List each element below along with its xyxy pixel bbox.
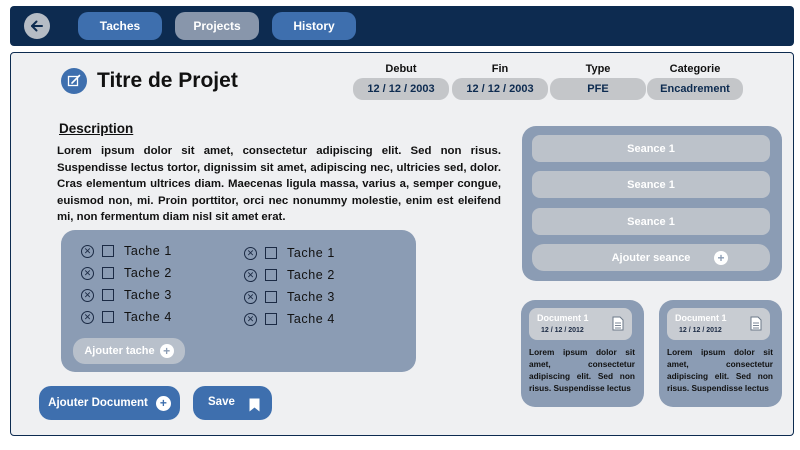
remove-task-icon[interactable]: ✕ — [81, 245, 94, 258]
tab-taches[interactable]: Taches — [78, 12, 162, 40]
page-title: Titre de Projet — [97, 69, 238, 92]
tab-projects[interactable]: Projects — [175, 12, 259, 40]
task-label: Tache 3 — [124, 288, 172, 302]
remove-task-icon[interactable]: ✕ — [244, 269, 257, 282]
task-label: Tache 1 — [124, 244, 172, 258]
task-column-right — [244, 242, 335, 330]
checkbox-icon[interactable] — [265, 313, 277, 325]
checkbox-icon[interactable] — [102, 245, 114, 257]
add-task-button[interactable] — [73, 338, 185, 364]
session-item[interactable]: Seance 1 — [532, 135, 770, 162]
file-icon — [750, 316, 762, 331]
categorie-label: Categorie — [669, 63, 721, 75]
meta-fin — [452, 63, 548, 100]
document-title: Document 1 — [537, 313, 589, 323]
debut-label: Debut — [385, 63, 417, 75]
add-task-label: Ajouter tache — [84, 345, 155, 357]
categorie-value[interactable]: Encadrement — [647, 78, 743, 100]
meta-categorie — [647, 63, 743, 100]
arrow-left-icon — [29, 18, 45, 34]
project-detail-panel — [10, 52, 794, 436]
add-session-label: Ajouter seance — [611, 251, 691, 264]
fin-value[interactable]: 12 / 12 / 2003 — [452, 78, 548, 100]
task-label: Tache 4 — [287, 312, 335, 326]
checkbox-icon[interactable] — [265, 269, 277, 281]
task-item — [81, 262, 172, 284]
task-item — [244, 264, 335, 286]
top-navbar — [10, 6, 794, 46]
fin-label: Fin — [491, 63, 509, 75]
description-heading: Description — [59, 121, 134, 136]
document-header — [667, 308, 770, 340]
task-column-left — [81, 240, 172, 328]
session-item[interactable]: Seance 1 — [532, 171, 770, 198]
checkbox-icon[interactable] — [265, 291, 277, 303]
tasks-panel — [61, 230, 416, 372]
task-label: Tache 4 — [124, 310, 172, 324]
type-label: Type — [585, 63, 611, 75]
tab-history[interactable]: History — [272, 12, 356, 40]
pencil-square-icon — [67, 74, 81, 88]
document-date: 12 / 12 / 2012 — [541, 327, 584, 334]
checkbox-icon[interactable] — [102, 267, 114, 279]
file-icon — [612, 316, 624, 331]
back-button[interactable] — [24, 13, 50, 39]
document-card[interactable] — [521, 300, 644, 407]
debut-value[interactable]: 12 / 12 / 2003 — [353, 78, 449, 100]
bookmark-icon — [249, 398, 260, 412]
plus-circle-icon: + — [714, 251, 728, 265]
session-item[interactable]: Seance 1 — [532, 208, 770, 235]
remove-task-icon[interactable]: ✕ — [81, 311, 94, 324]
remove-task-icon[interactable]: ✕ — [244, 313, 257, 326]
task-label: Tache 3 — [287, 290, 335, 304]
task-item — [81, 306, 172, 328]
plus-circle-icon: + — [156, 396, 171, 411]
task-label: Tache 2 — [124, 266, 172, 280]
task-item — [244, 308, 335, 330]
task-item — [81, 240, 172, 262]
add-document-label: Ajouter Document — [48, 397, 148, 409]
add-session-button[interactable] — [532, 244, 770, 271]
description-text: Lorem ipsum dolor sit amet, consectetur adipiscing elit. Sed non risus. Suspendisse lectus tortor, dignissim sit amet, adipiscing nec, ultricies sed, dolor. Cras elementum ultrices diam. Maecenas ligula massa, varius a, semper congue, euismod non, mi. Proin porttitor, orci nec nonummy molestie, enim est eleifend mi, non fermentum diam nisl sit amet erat. — [57, 145, 501, 223]
type-value[interactable]: PFE — [550, 78, 646, 100]
document-date: 12 / 12 / 2012 — [679, 327, 722, 334]
document-title: Document 1 — [675, 313, 727, 323]
save-button[interactable] — [193, 386, 272, 420]
meta-type — [550, 63, 646, 100]
document-card[interactable] — [659, 300, 782, 407]
task-item — [81, 284, 172, 306]
checkbox-icon[interactable] — [102, 311, 114, 323]
checkbox-icon[interactable] — [102, 289, 114, 301]
task-item — [244, 242, 335, 264]
remove-task-icon[interactable]: ✕ — [244, 291, 257, 304]
document-description: Lorem ipsum dolor sit amet, consectetur adipiscing elit. Sed non risus. Suspendisse lectus — [667, 347, 773, 393]
edit-title-button[interactable] — [61, 68, 87, 94]
document-header — [529, 308, 632, 340]
meta-debut — [353, 63, 449, 100]
task-item — [244, 286, 335, 308]
document-description: Lorem ipsum dolor sit amet, consectetur adipiscing elit. Sed non risus. Suspendisse lectus — [529, 347, 635, 393]
remove-task-icon[interactable]: ✕ — [81, 289, 94, 302]
save-label: Save — [208, 396, 235, 408]
plus-circle-icon: + — [160, 344, 174, 358]
add-document-button[interactable] — [39, 386, 180, 420]
checkbox-icon[interactable] — [265, 247, 277, 259]
remove-task-icon[interactable]: ✕ — [244, 247, 257, 260]
sessions-panel — [522, 126, 782, 281]
remove-task-icon[interactable]: ✕ — [81, 267, 94, 280]
task-label: Tache 2 — [287, 268, 335, 282]
task-label: Tache 1 — [287, 246, 335, 260]
